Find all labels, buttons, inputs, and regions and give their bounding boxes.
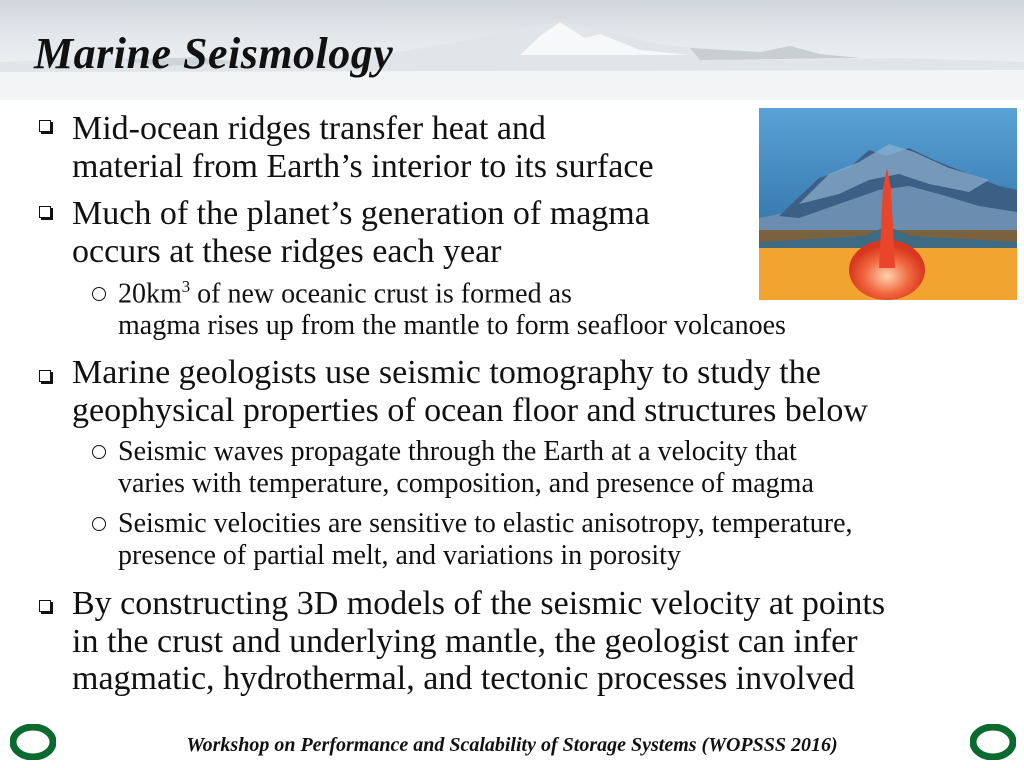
bullet-line: occurs at these ridges each year xyxy=(72,233,502,270)
bullet-line: material from Earth’s interior to its surface xyxy=(72,148,654,185)
bullet-marker xyxy=(39,206,51,218)
sub-bullet-line: varies with temperature, composition, and presence of magma xyxy=(118,468,814,499)
bullet-marker xyxy=(39,120,51,132)
bullet-marker xyxy=(39,600,51,612)
bullet-line: Mid-ocean ridges transfer heat and xyxy=(72,110,546,147)
mid-ocean-ridge-illustration xyxy=(759,108,1017,300)
sub-bullet-line: magma rises up from the mantle to form seafloor volcanoes xyxy=(118,310,786,341)
bullet-line: Much of the planet’s generation of magma xyxy=(72,195,650,232)
sub-bullet-marker xyxy=(92,517,106,531)
bullet-line: in the crust and underlying mantle, the geologist can infer xyxy=(72,623,858,660)
sub-bullet-line: $20km^3$ of new oceanic crust is formed as xyxy=(118,277,572,310)
footer-text: Workshop on Performance and Scalability of Storage Systems (WOPSSS 2016) xyxy=(186,734,838,756)
oregon-o-logo xyxy=(10,724,56,760)
sub-bullet-line: presence of partial melt, and variations in porosity xyxy=(118,540,681,571)
sub-bullet-line: Seismic waves propagate through the Earth at a velocity that xyxy=(118,436,797,467)
bullet-marker xyxy=(39,370,51,382)
sub-bullet-line: Seismic velocities are sensitive to elastic anisotropy, temperature, xyxy=(118,508,853,539)
bullet-line: By constructing 3D models of the seismic velocity at points xyxy=(72,585,886,622)
slide-title: Marine Seismology xyxy=(34,29,394,78)
sub-bullet-marker xyxy=(92,287,106,301)
sub-bullet-marker xyxy=(92,445,106,459)
bullet-line: Marine geologists use seismic tomography to study the xyxy=(72,354,821,391)
bullet-line: geophysical properties of ocean floor and structures below xyxy=(72,392,868,429)
oregon-o-logo xyxy=(970,724,1016,760)
bullet-line: magmatic, hydrothermal, and tectonic processes involved xyxy=(72,660,855,697)
